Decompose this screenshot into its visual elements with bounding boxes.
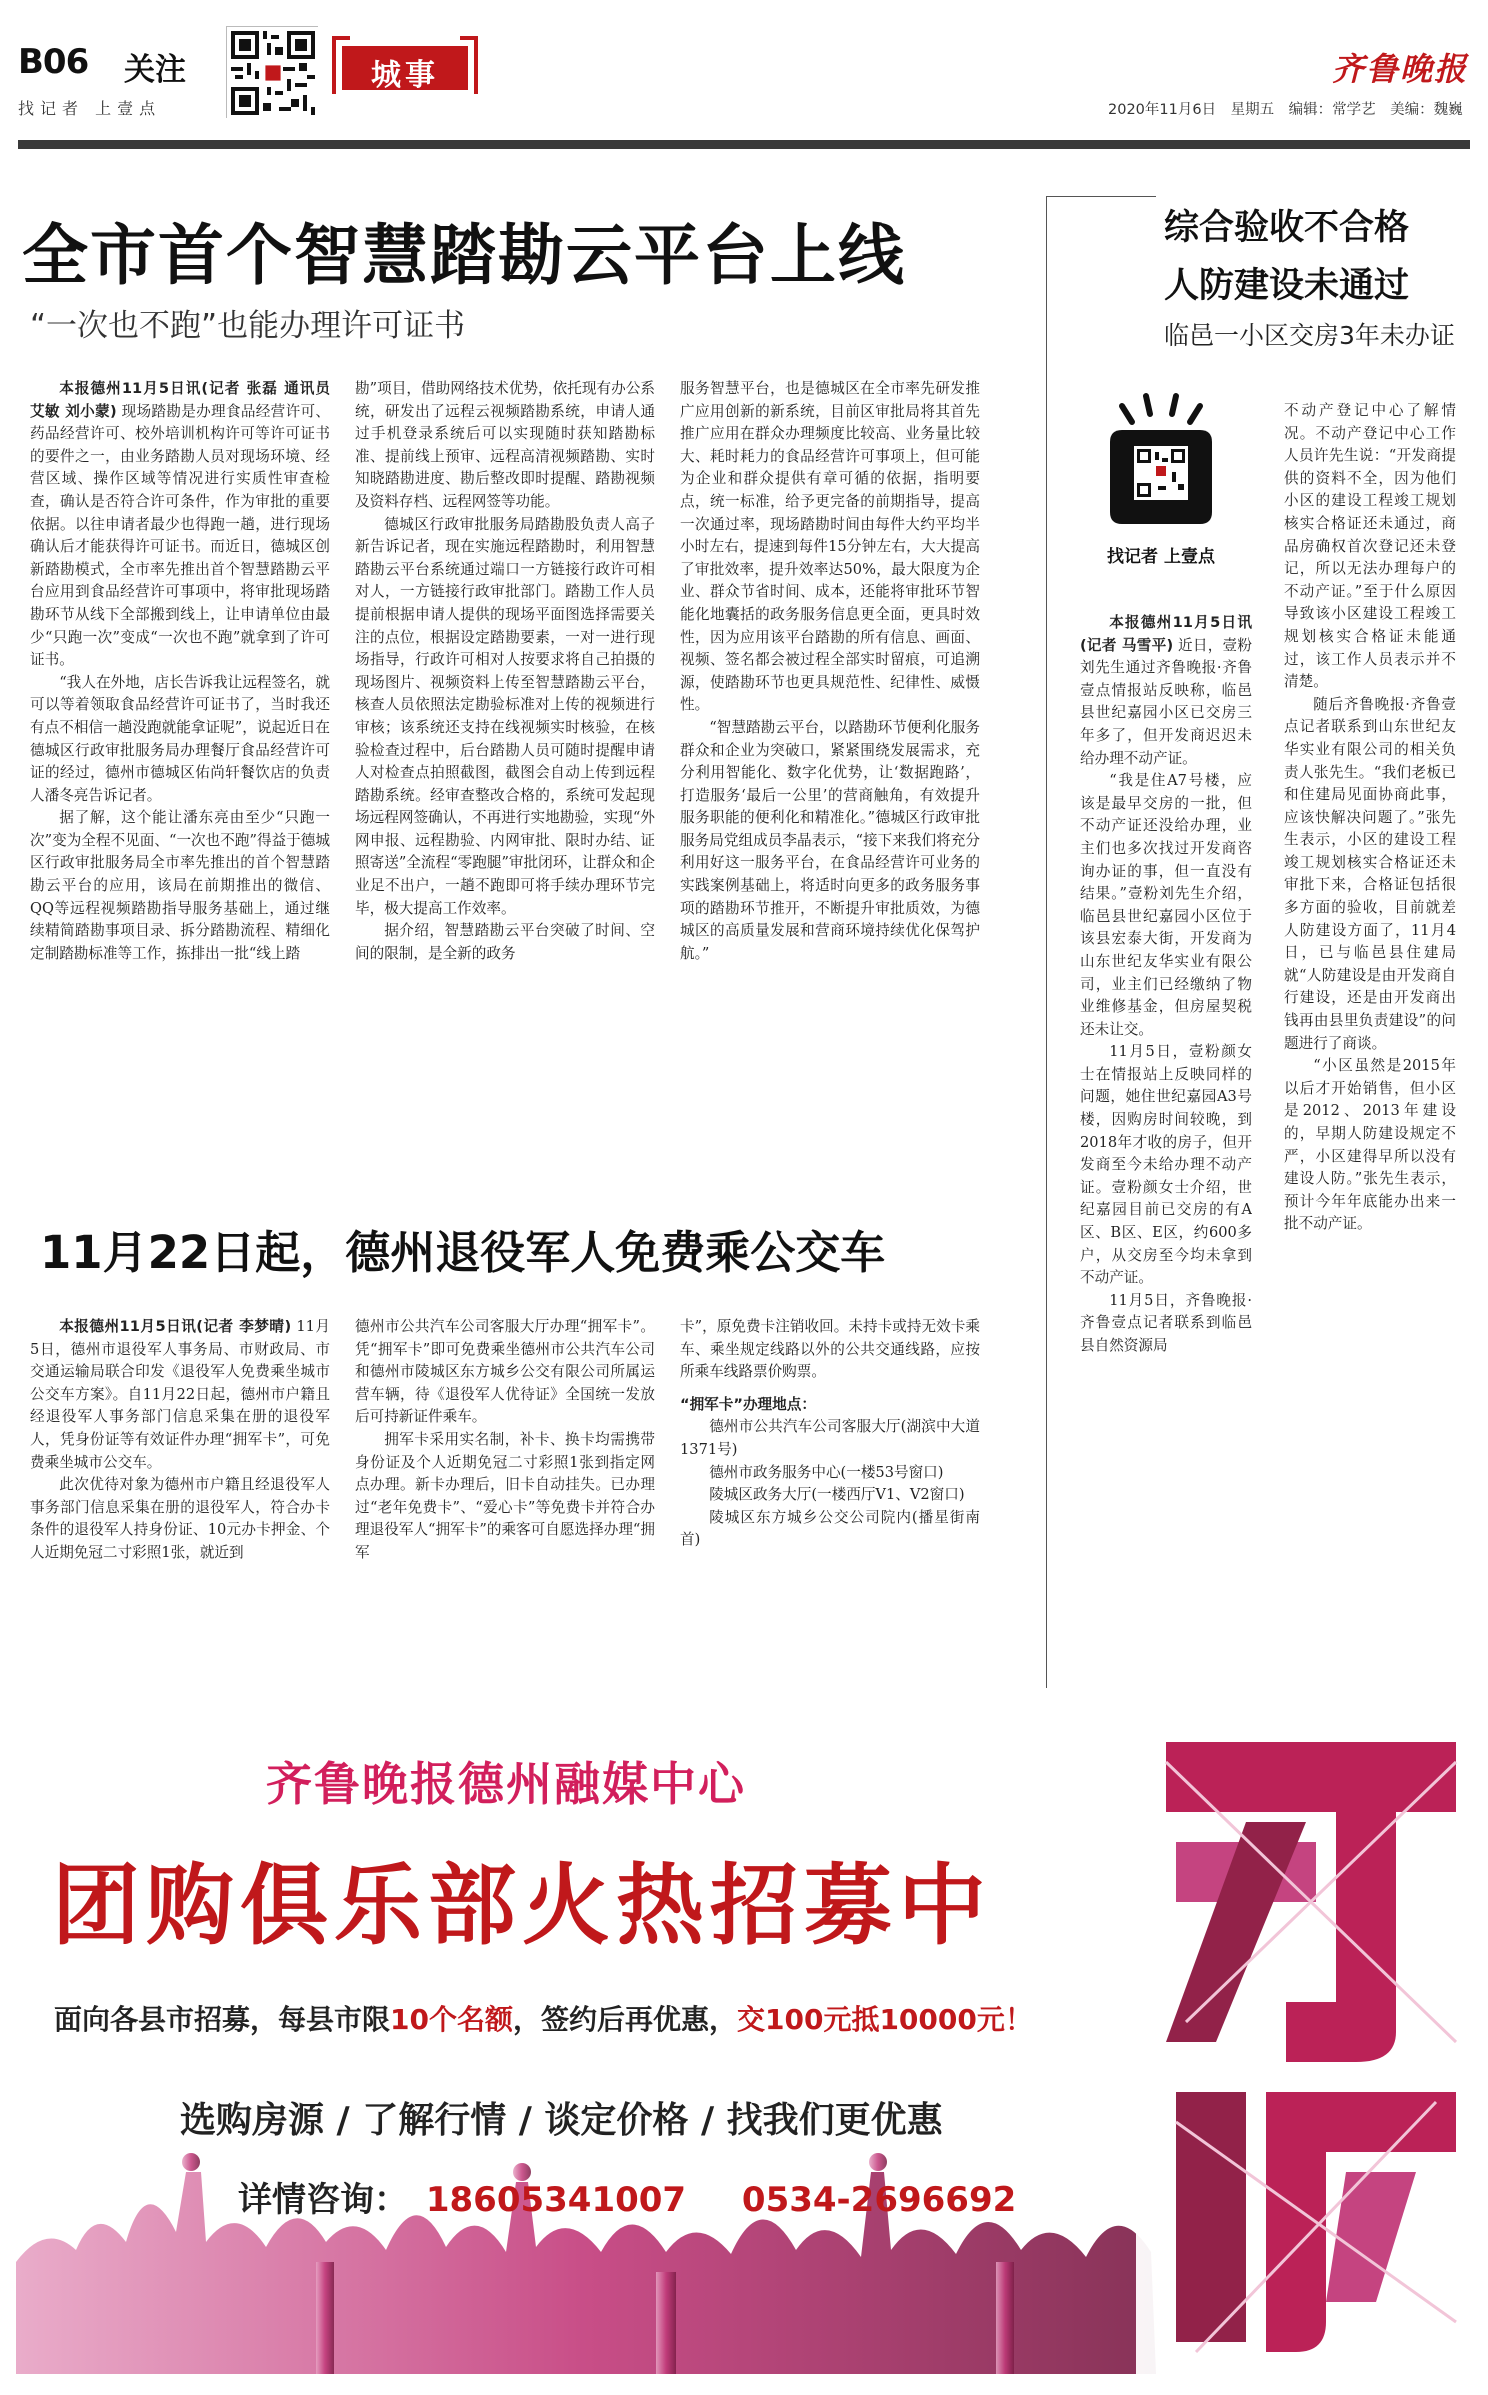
sidebar-corner-rule bbox=[1046, 196, 1156, 197]
ad-offer: 交100元抵10000元！ bbox=[737, 2003, 1033, 2036]
article1-paragraph: 据了解，这个能让潘东亮由至少“只跑一次”变为全程不见面、“一次也不跑”得益于德城区行政审批服务局全市率先推出的首个智慧踏勘云平台的应用，该局在前期推出的微信、QQ等远程视频踏勘指导服务基础上，通过继续精简踏勘事项目录、拆分踏勘流程、精细化定制踏勘标准等工作，拣排出一批“线上踏 bbox=[30, 809, 330, 962]
column-tab bbox=[330, 32, 480, 98]
ad-line3-part-c: ，签约后再优惠， bbox=[512, 2003, 737, 2036]
ad-line3 bbox=[54, 1998, 1033, 2038]
sidebar-title-line1: 综合验收不合格 bbox=[1164, 208, 1410, 248]
article1-column-1 bbox=[30, 378, 330, 1168]
ad-phone-landline[interactable]: 0534-2696692 bbox=[741, 2180, 1017, 2220]
camera-badge-icon bbox=[1092, 392, 1230, 572]
article1-subhead: “一次也不跑”也能办理许可证书 bbox=[30, 308, 466, 344]
page-number: B06 bbox=[18, 42, 89, 82]
issue-info: 2020年11月6日 星期五 编辑：常学艺 美编：魏巍 bbox=[1108, 102, 1463, 118]
ad-line3-part-a: 面向各县市招募，每县市限 bbox=[54, 2003, 391, 2036]
article2-paragraph: 拥军卡采用实名制，补卡、换卡均需携带身份证及个人近期免冠二寸彩照1张到指定网点办理。新卡办理后，旧卡自动挂失。已办理过“老年免费卡”、“爱心卡”等免费卡并符合办理退役军人“拥军卡”的乘客可自愿选择办理“拥军 bbox=[355, 1430, 655, 1561]
sidebar-paragraph: “我是住A7号楼，应该是最早交房的一批，但不动产证还没给办理，业主们也多次找过开发商咨询办证的事，但一直没有结果。”壹粉刘先生介绍，临邑县世纪嘉园小区位于该县宏泰大街，开发商为山东世纪友华实业有限公司，业主们已经缴纳了物业维修基金，但房屋契税还未让交。 bbox=[1080, 772, 1252, 1038]
article1-column-2 bbox=[355, 378, 655, 1168]
article2-paragraph: 此次优待对象为德州市户籍且经退役军人事务部门信息采集在册的退役军人，符合办卡条件的退役军人持身份证、10元办卡押金、个人近期免冠二寸彩照1张，就近到 bbox=[30, 1476, 330, 1561]
sidebar-column-a bbox=[1080, 612, 1252, 1472]
sidebar-title-line2: 人防建设未通过 bbox=[1164, 266, 1410, 306]
ad-contact[interactable] bbox=[238, 2172, 1016, 2221]
sidebar-paragraph: 随后齐鲁晚报·齐鲁壹点记者联系到山东世纪友华实业有限公司的相关负责人张先生。“我们老板已和住建局见面协商此事，应该快解决问题了。”张先生表示，小区的建设工程竣工规划核实合格证还未审批下来，合格证包括很多方面的验收，目前就差人防建设方面了，11月4日，已与临邑县住建局就“人防建设是由开发商自行建设，还是由开发商出钱再由县里负责建设”的问题进行了商谈。 bbox=[1284, 695, 1456, 1052]
pickup-point: 陵城区东方城乡公交公司院内(播星街南首) bbox=[680, 1508, 980, 1549]
sidebar-divider bbox=[1046, 196, 1047, 1688]
article2-headline: 11月22日起，德州退役军人免费乘公交车 bbox=[40, 1226, 886, 1279]
article1-lead: 本报德州11月5日讯(记者 张磊 通讯员 艾敏 刘小蒙) bbox=[30, 380, 330, 420]
ad-headline: 团购俱乐部火热招募中 bbox=[52, 1854, 993, 1957]
article2-paragraph: 卡”，原免费卡注销收回。未持卡或持无效卡乘车、乘坐规定线路以外的公共交通线路，应按所乘车线路票价购票。 bbox=[680, 1318, 980, 1381]
article1-paragraph: 德城区行政审批服务局踏勘股负责人高子新告诉记者，现在实施远程踏勘时，利用智慧踏勘云平台系统通过端口一方链接行政许可相对人，一方链接行政审批部门。踏勘工作人员提前根据申请人提供的现场平面图选择需要关注的点位，根据设定踏勘要素，一对一进行现场指导，行政许可相对人按要求将自己拍摄的现场图片、视频资料上传至智慧踏勘云平台，核查人员依照法定勘验标准对上传的视频进行审核；该系统还支持在线视频实时核验，在核验检查过程中，后台踏勘人员可随时提醒申请人对检查点拍照截图，截图会自动上传到远程踏勘系统。经审查整改合格的，系统可发起现场远程网签确认，不再进行实地勘验，实现“外网申报、远程勘验、内网审批、限时办结、证照寄送”全流程“零跑腿”审批闭环，让群众和企业足不出户，一趟不跑即可将手续办理环节完毕，极大提高工作效率。 bbox=[355, 515, 655, 917]
article1-paragraph: 现场踏勘是办理食品经营许可、药品经营许可、校外培训机构许可等许可证书的要件之一，由业务踏勘人员对现场环境、经营区域、操作区域等情况进行实质性审查检查，确认是否符合许可条件，作为审批的重要依据。以往申请者最少也得跑一趟，进行现场确认后才能获得许可证书。而近日，德城区创新踏勘模式，全市率先推出首个智慧踏勘云平台应用到食品经营许可事项中，将审批现场踏勘环节从线下全部搬到线上，让申请单位由最少“只跑一次”变成“一次也不跑”就拿到了许可证书。 bbox=[30, 402, 330, 669]
article1-column-3 bbox=[680, 378, 980, 1168]
article1-paragraph: 据介绍，智慧踏勘云平台突破了时间、空间的限制，是全新的政务 bbox=[355, 922, 655, 962]
pickup-points-title: “拥军卡”办理地点： bbox=[680, 1395, 816, 1413]
ad-background bbox=[16, 1702, 1476, 2374]
group-buy-advertisement[interactable] bbox=[16, 1702, 1476, 2374]
article2-column-2 bbox=[355, 1316, 655, 1696]
article2-paragraph: 11月5日，德州市退役军人事务局、市财政局、市交通运输局联合印发《退役军人免费乘坐城市公交车方案》。自11月22日起，德州市户籍且经退役军人事务部门信息采集在册的退役军人，凭身份证等有效证件办理“拥军卡”，可免费乘坐城市公交车。 bbox=[30, 1318, 330, 1471]
sidebar-paragraph: 近日，壹粉刘先生通过齐鲁晚报·齐鲁壹点情报站反映称，临邑县世纪嘉园小区已交房三年多了，但开发商迟迟未给办理不动产证。 bbox=[1080, 636, 1252, 767]
sidebar-column-b bbox=[1284, 400, 1456, 1480]
sidebar-paragraph: 11月5日，壹粉颜女士在情报站上反映同样的问题，她住世纪嘉园A3号楼，因购房时间较晚，到2018年才收的房子，但开发商至今未给办理不动产证。壹粉颜女士介绍，世纪嘉园目前已交房的有A区、B区、E区，约600多户，从交房至今均未拿到不动产证。 bbox=[1080, 1043, 1252, 1287]
sidebar-subtitle: 临邑一小区交房3年未办证 bbox=[1164, 321, 1455, 350]
sidebar-paragraph: 不动产登记中心了解情况。不动产登记中心工作人员许先生说：“开发商提供的资料不全，因为他们小区的建设工程竣工规划核实合格证还未通过，商品房确权首次登记还未登记，所以无法办理每户的不动产证。”至于什么原因导致该小区建设工程竣工规划核实合格证未能通过，该工作人员表示并不清楚。 bbox=[1284, 402, 1456, 691]
ad-phone-mobile[interactable]: 18605341007 bbox=[425, 2180, 687, 2220]
article2-column-3 bbox=[680, 1316, 980, 1696]
ad-line1: 齐鲁晚报德州融媒中心 bbox=[266, 1757, 746, 1811]
reporter-slogan: 找记者 上壹点 bbox=[18, 99, 162, 118]
ad-quota: 10个名额 bbox=[390, 2003, 513, 2036]
sidebar-lead: 本报德州11月5日讯(记者 马雪平) bbox=[1080, 614, 1252, 654]
sidebar-paragraph: “小区虽然是2015年以后才开始销售，但小区是2012、2013年建设的，早期人防建设规定不严，小区建得早所以没有建设人防。”张先生表示，预计今年年底能办出来一批不动产证。 bbox=[1284, 1057, 1456, 1233]
camera-badge-text: 找记者 上壹点 bbox=[1107, 547, 1215, 567]
column-tab-label: 城事 bbox=[371, 58, 439, 93]
pickup-point: 陵城区政务大厅(一楼西厅V1、V2窗口) bbox=[709, 1486, 965, 1504]
ad-services: 选购房源 / 了解行情 / 谈定价格 / 找我们更优惠 bbox=[180, 2100, 943, 2141]
pickup-point: 德州市公共汽车公司客服大厅(湖滨中大道1371号) bbox=[680, 1418, 980, 1458]
qr-code-graphic bbox=[227, 27, 319, 119]
sidebar-paragraph: 11月5日，齐鲁晚报·齐鲁壹点记者联系到临邑县自然资源局 bbox=[1080, 1291, 1252, 1354]
camera-badge-graphic bbox=[1092, 392, 1230, 542]
article1-paragraph: “智慧踏勘云平台，以踏勘环节便利化服务群众和企业为突破口，紧紧围绕发展需求，充分利用智能化、数字化优势，让‘数据跑路’，打造服务‘最后一公里’的营商触角，有效提升服务职能的便利化和精准化。”德城区行政审批服务局党组成员李晶表示，“接下来我们将充分利用好这一服务平台，在食品经营许可业务的实践案例基础上，将适时向更多的政务服务事项的踏勘环节推开，不断提升审批质效，为德城区的高质量发展和营商环境持续优化保驾护航。” bbox=[680, 718, 980, 962]
article2-column-1 bbox=[30, 1316, 330, 1696]
article1-paragraph: “我人在外地，店长告诉我让远程签名，就可以等着领取食品经营许可证书了，当时我还有点不相信一趟没跑就能拿证呢”，说起近日在德城区行政审批服务局办理餐厅食品经营许可证的经过，德州市德城区佑尚轩餐饮店的负责人潘冬亮告诉记者。 bbox=[30, 673, 330, 804]
article1-paragraph: 服务智慧平台，也是德城区在全市率先研发推广应用创新的新系统，目前区审批局将其首先推广应用在群众办理频度比较高、业务量比较大、耗时耗力的食品经营许可事项上，但可能为企业和群众提供有章可循的依据，指明要点，统一标准，给予更完备的前期指导，提高一次通过率，现场踏勘时间由每件大约平均半小时左右，提速到每件15分钟左右，大大提高了审批效率，提升效率达50%，最大限度为企业、群众节省时间、成本，还能将审批环节智能化地囊括的政务服务信息更全面，更具时效性，因为应用该平台踏勘的所有信息、画面、视频、签名都会被过程全部实时留痕，可追溯源，使踏勘环节也更具规范性、纪律性、威慑性。 bbox=[680, 380, 980, 714]
section-name: 关注 bbox=[124, 52, 186, 88]
brand-logo: 齐鲁晚报 bbox=[1332, 50, 1469, 88]
qr-code-icon[interactable] bbox=[226, 26, 318, 118]
article1-headline: 全市首个智慧踏勘云平台上线 bbox=[22, 217, 906, 294]
article1-paragraph: 勘”项目，借助网络技术优势，依托现有办公系统，研发出了远程云视频踏勘系统，申请人通过手机登录系统后可以实现随时获知踏勘标准、提前线上预审、远程高清视频踏勘、实时知晓踏勘进度、勘后整改即时提醒、踏勘视频及资料存档、远程网签等功能。 bbox=[355, 380, 655, 510]
pickup-point: 德州市政务服务中心(一楼53号窗口) bbox=[709, 1463, 944, 1481]
header-rule bbox=[18, 140, 1470, 149]
article2-lead: 本报德州11月5日讯(记者 李梦晴) bbox=[59, 1318, 292, 1335]
article2-paragraph: 德州市公共汽车公司客服大厅办理“拥军卡”。凭“拥军卡”即可免费乘坐德州市公共汽车公司和德州市陵城区东方城乡公交有限公司所属运营车辆，待《退役军人优待证》全国统一发放后可持新证件乘车。 bbox=[355, 1318, 655, 1426]
ad-contact-label: 详情咨询： bbox=[238, 2180, 408, 2220]
